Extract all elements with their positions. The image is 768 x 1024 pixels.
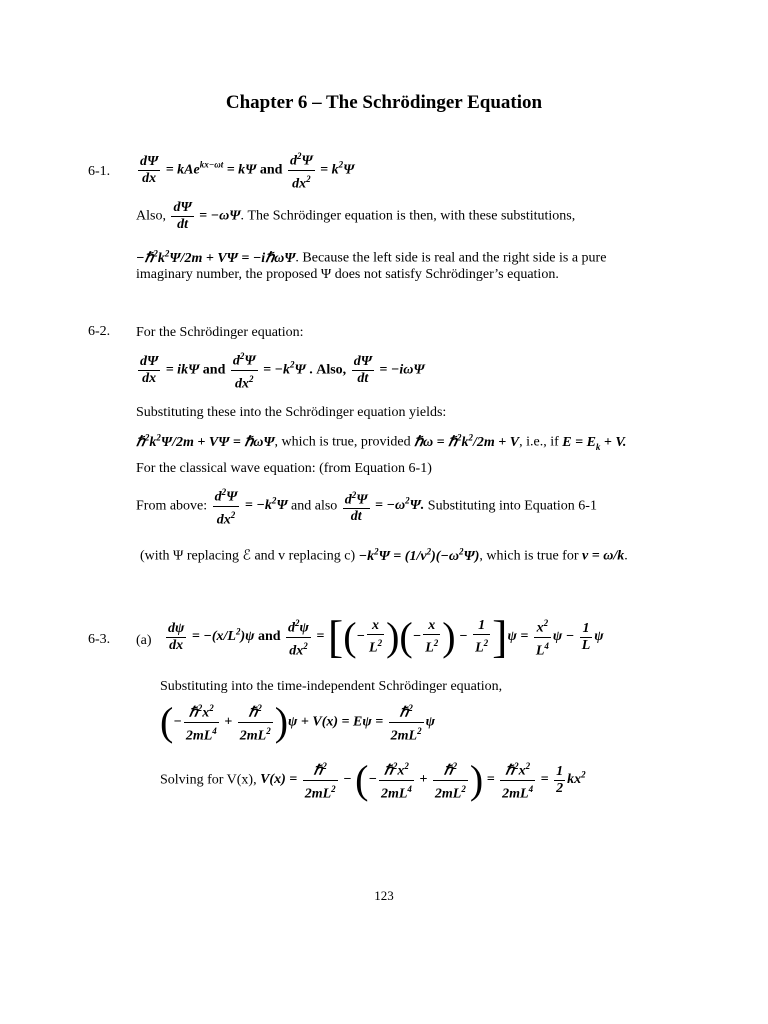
equation-6-3-schrodinger: (− $\frac{\hbar^2x^2}{2mL^4}$ + $\frac{\hbar^2}{2mL^2}$ )ψ + V(x) = Eψ = $\frac{\hbar^2}{2mL^2}$ ψ (160, 699, 435, 745)
problem-number-6-2: 6-2. (88, 324, 111, 339)
equation-6-1-line: $-\hbar^2k^2\Psi/2m + V\Psi$ = −iℏωΨ. Because the left side is real and the right side is a pure (136, 248, 607, 266)
equation-6-2-derivatives: $\frac{d\Psi}{dx}$ = ikΨ and $\frac{d^2\Psi}{dx^2}$ = $-k^2\Psi$ . Also, $\frac{d\Psi}{dt}$ = −iωΨ (136, 348, 425, 392)
equation-6-1-also: Also, $\frac{d\Psi}{dt}$ = −ωΨ. The Schrödinger equation is then, with these substitutions, (136, 200, 576, 232)
equation-6-3-solving: Solving for V(x), V(x) = $\frac{\hbar^2}{2mL^2}$ − (− $\frac{\hbar^2x^2}{2mL^4}$ + $\frac{\hbar^2}{2mL^2}$ ) = $\frac{\hbar^2x^2}{2mL^4}$ = $\frac{1}{2}$ $kx^2$ (160, 757, 586, 803)
page-title: Chapter 6 – The Schrödinger Equation (225, 92, 543, 113)
equation-6-2-from-above: From above: $\frac{d^2\Psi}{dx^2}$ = $-k^2\Psi$ and also $\frac{d^2\Psi}{dt}$ = $-\omega^2\Psi$. Substituting into Equation 6-1 (136, 484, 597, 528)
problem-number-6-1: 6-1. (88, 164, 111, 179)
part-label-a: (a) (136, 633, 152, 648)
page-number: 123 (374, 888, 394, 903)
text-6-1-conclusion: imaginary number, the proposed Ψ does not satisfy Schrödinger’s equation. (136, 267, 559, 282)
equation-6-1-main: $\frac{d\Psi}{dx}$ = kAe$^{kx-\omega t}$ = kΨ and $\frac{d^2\Psi}{dx^2}$ = $k^2\Psi$ (136, 148, 354, 192)
text-6-2-classical: For the classical wave equation: (from Equation 6-1) (136, 461, 432, 476)
equation-6-2-yields: $\hbar^2k^2\Psi/2m + V\Psi$ = ℏωΨ, which is true, provided ℏω = $\hbar^2k^2/2m + V$, i.e., if $E = E_k + V$. (136, 432, 627, 452)
text-6-2-substituting: Substituting these into the Schrödinger equation yields: (136, 405, 447, 420)
problem-number-6-3: 6-3. (88, 632, 111, 647)
text-6-3-substituting: Substituting into the time-independent Schrödinger equation, (160, 679, 503, 694)
equation-6-3-derivatives: $\frac{d\psi}{dx}$ = $-(x/L^2)\psi$ and $\frac{d^2\psi}{dx^2}$ = [(− $\frac{x}{L^2}$ )(− $\frac{x}{L^2}$ ) − $\frac{1}{L^2}$ ]ψ = $\frac{x^2}{L^4}$ ψ − $\frac{1}{L}$ ψ (168, 611, 604, 662)
equation-6-2-with: (with Ψ replacing ℰ and v replacing $c) -k^2\Psi = (1/v^2)(-\omega^2\Psi)$, which is true for v = ω/k. (140, 546, 628, 564)
text-6-2-intro: For the Schrödinger equation: (136, 325, 304, 340)
